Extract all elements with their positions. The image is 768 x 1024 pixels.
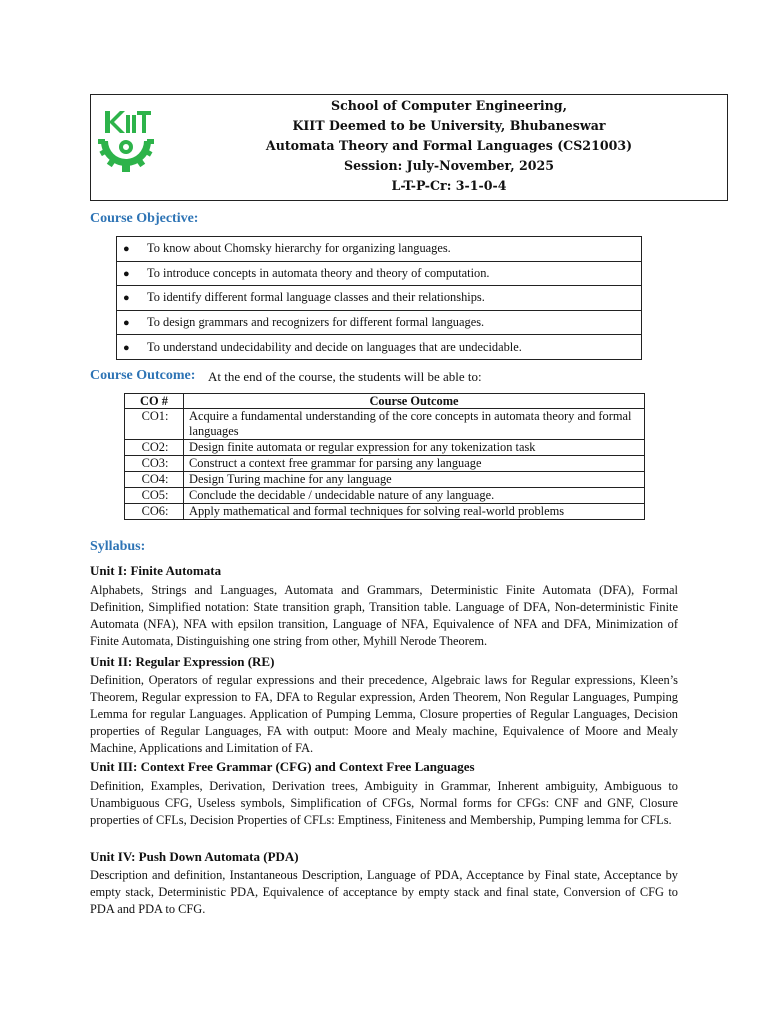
co-code: CO3: [125, 456, 184, 472]
co-code: CO6: [125, 504, 184, 520]
co-text: Construct a context free grammar for parsing any language [184, 456, 645, 472]
unit-body: Definition, Examples, Derivation, Derivation trees, Ambiguity in Grammar, Inherent ambiguity, Ambiguous to Unambiguous CFG, Useless symbols, Simplification of CFGs, Normal forms for CFGs: CNF and GNF, Closure properties of CFLs, Decision Properties of CFLs: Emptiness, Finiteness and Membership, Pumping lemma for CFLs. [90, 779, 678, 828]
course-objective-table [116, 236, 642, 360]
bullet-icon: ● [123, 317, 130, 330]
course-outcome-intro: At the end of the course, the students will be able to: [208, 369, 482, 384]
table-row [125, 409, 645, 440]
header-box [90, 94, 728, 201]
unit-title: Unit IV: Push Down Automata (PDA) [90, 849, 299, 864]
co-code: CO2: [125, 440, 184, 456]
header-university: KIIT Deemed to be University, Bhubaneswar [292, 118, 606, 133]
objective-row [117, 261, 642, 286]
co-code: CO1: [125, 409, 184, 440]
unit-body: Definition, Operators of regular expressions and their precedence, Algebraic laws for Regular expressions, Kleen’s Theorem, Regular expression to FA, DFA to Regular expression, Arden Theorem, Non Regular Languages, Pumping Lemma for regular Languages. Application of Pumping Lemma, Closure properties of Regular Languages, Decision properties of Regular Languages, FA with output: Moore and Mealy machine, Equivalence of Moore and Mealy Machine, Applications and Limitation of FA. [90, 673, 678, 756]
objective-text: To design grammars and recognizers for different formal languages. [147, 315, 485, 330]
unit-title: Unit II: Regular Expression (RE) [90, 654, 275, 669]
table-row [125, 472, 645, 488]
objective-row [117, 286, 642, 311]
header-text [171, 96, 727, 196]
objective-text: To understand undecidability and decide on languages that are undecidable. [147, 339, 522, 354]
syllabus-heading: Syllabus: [90, 539, 146, 554]
column-header-co: CO # [125, 394, 184, 409]
table-row [125, 456, 645, 472]
objective-text: To introduce concepts in automata theory and theory of computation. [147, 265, 490, 280]
table-header-row [125, 394, 645, 409]
objective-text: To identify different formal language classes and their relationships. [147, 290, 485, 305]
kiit-logo [95, 101, 157, 175]
co-text: Conclude the decidable / undecidable nature of any language. [184, 488, 645, 504]
unit-title: Unit I: Finite Automata [90, 563, 222, 578]
bullet-icon: ● [123, 267, 130, 280]
objective-row [117, 237, 642, 262]
table-row [125, 504, 645, 520]
co-text: Design finite automata or regular expression for any tokenization task [184, 440, 645, 456]
course-outcome-heading: Course Outcome: [90, 368, 196, 383]
table-row [125, 488, 645, 504]
bullet-icon: ● [123, 341, 130, 354]
objective-row [117, 310, 642, 335]
co-text: Design Turing machine for any language [184, 472, 645, 488]
co-code: CO5: [125, 488, 184, 504]
header-session: Session: July-November, 2025 [343, 158, 555, 173]
objective-text: To know about Chomsky hierarchy for organizing languages. [147, 241, 451, 256]
unit-body: Description and definition, Instantaneous Description, Language of PDA, Acceptance by Final state, Acceptance by empty stack, Deterministic PDA, Equivalence of acceptance by empty stack and final state, Conversion of CFG to PDA and PDA to CFG. [90, 868, 678, 917]
course-objective-heading: Course Objective: [90, 211, 199, 226]
bullet-icon: ● [123, 243, 130, 256]
course-outcome-table [124, 393, 645, 520]
unit-title: Unit III: Context Free Grammar (CFG) and Context Free Languages [90, 759, 475, 774]
co-code: CO4: [125, 472, 184, 488]
header-course: Automata Theory and Formal Languages (CS21003) [265, 138, 633, 153]
header-school: School of Computer Engineering, [331, 98, 567, 113]
column-header-outcome: Course Outcome [184, 394, 645, 409]
bullet-icon: ● [123, 292, 130, 305]
table-row [125, 440, 645, 456]
co-text: Acquire a fundamental understanding of the core concepts in automata theory and formal languages [184, 409, 645, 440]
co-text: Apply mathematical and formal techniques for solving real-world problems [184, 504, 645, 520]
objective-row [117, 335, 642, 360]
unit-body: Alphabets, Strings and Languages, Automata and Grammars, Deterministic Finite Automata (DFA), Formal Definition, Simplified notation: State transition graph, Transition table. Language of DFA, Non-deterministic Finite Automata (NFA), NFA with epsilon transition, Language of NFA, Equivalence of NFA and DFA, Minimization of Finite Automata, Distinguishing one string from other, Myhill Nerode Theorem. [90, 583, 678, 649]
header-ltpcr: L-T-P-Cr: 3-1-0-4 [391, 178, 507, 193]
